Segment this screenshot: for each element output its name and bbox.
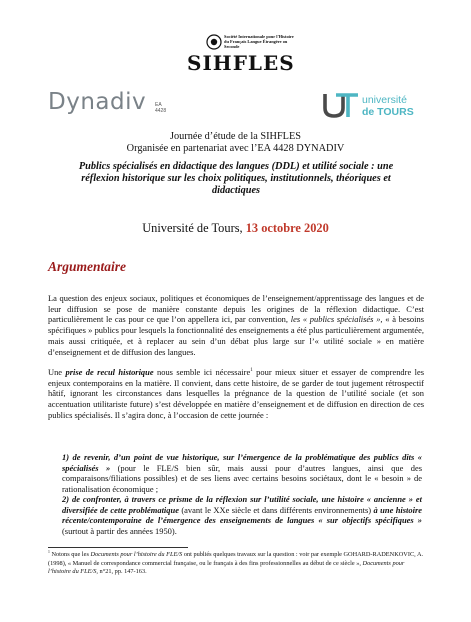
universite-tours-emblem-icon (322, 91, 360, 119)
dynadiv-wordmark: Dynadiv (48, 89, 147, 115)
universite-tours-logo (322, 91, 432, 119)
footnote-text-c: , n°21, pp. 147-163. (96, 568, 147, 576)
p1-emphasis: les « publics spécialisés » (290, 314, 381, 325)
sihfles-logo (180, 34, 305, 78)
item2-bold: 2) de confronter, à travers ce prisme de la réflexion sur l’utilité sociale, une histoire « ancienne » et diversifiée de cette problématique (62, 494, 422, 515)
event-place-date (0, 221, 471, 236)
event-title: Journée d’étude de la SIHFLES (170, 131, 301, 142)
p2-emphasis: prise de recul historique (65, 367, 154, 377)
dynadiv-ea-tag: EA 4428 (155, 102, 167, 114)
item2-bold-2: à une histoire récente/contemporaine de l’émergence des enseignements de langues « sur objectifs spécifiques » (62, 504, 422, 526)
p1-text-a: La question des enjeux sociaux, politiques et économiques de l’enseignement/apprentissage des langues et de leur diffusion se pose de manière constante depuis les origines de la réflexion didactique. C’est particulièrement le cas pour ce que l’on appellera ici, par convention, (48, 293, 424, 325)
event-subject: Publics spécialisés en didactique des langues (DDL) et utilité sociale : une réflexion historique sur les choix politiques, institutionnels, théoriques et didactiques (78, 161, 394, 196)
tours-logo-line2: de TOURS (362, 106, 414, 118)
footnote-number: 1 (48, 549, 50, 554)
paragraph-2 (48, 367, 424, 421)
event-date: 13 octobre 2020 (245, 221, 329, 235)
event-place: Université de Tours, (142, 221, 243, 235)
sihfles-wordmark: SIHFLES (187, 51, 295, 75)
footnote-text-a: Notons que les (49, 551, 91, 558)
item2-mid: (avant le XXe siècle et dans différents environnements) (178, 504, 374, 515)
footnote-divider (48, 547, 188, 548)
footnote-reference[interactable]: 1 (250, 367, 253, 374)
section-heading: Argumentaire (48, 259, 127, 274)
p2-text-a: Une (48, 367, 66, 377)
tours-logo-line1: université (362, 94, 407, 106)
p1-text-b: , « à besoins spécifiques » publics pour lesquels la fonctionnalité des enseignements a été plus particulièrement argumentée, mais aussi critiquée, et à replacer au sein d’un débat plus large sur l’« utilité sociale » en matière d’enseignement et de diffusion des langues. (48, 314, 424, 357)
paragraph-1 (48, 293, 424, 357)
footnote-title-1: Documents pour l’histoire du FLE/S (90, 551, 183, 558)
item1-rest: (pour le FLE/S bien sûr, mais aussi pour d’autres langues, ainsi que des comparaisons/filiations possibles) et de ses liens avec certains besoins sociétaux, dont le « besoin » de rationalisation économique ; (62, 462, 422, 495)
p2-text-b: nous semble ici nécessaire (153, 367, 251, 377)
item2-end: (surtout à partir des années 1950). (62, 526, 177, 537)
list-item-2 (62, 494, 422, 537)
list-item-1 (62, 452, 422, 495)
sihfles-full-name: Société Internationale pour l'Histoire du Français Langue Étrangère ou Seconde (224, 34, 294, 49)
footnote-text-b: ont publiés quelques travaux sur la question : voir par exemple GOHARD-RADENKOVIC, A. (1998), « Manuel de correspondance commercial française, ou le français à des fins professionnelles au début de ce siècle », (48, 551, 424, 567)
footnote-title-2: Documents pour l’histoire du FLE/S (48, 559, 405, 576)
event-organizer: Organisée en partenariat avec l’EA 4428 DYNADIV (126, 143, 345, 154)
sihfles-emblem-icon (206, 34, 222, 50)
item1-bold: 1) de revenir, d’un point de vue historique, sur l’émergence de la problématique des publics dits « spécialisés » (62, 452, 422, 473)
dynadiv-logo (48, 89, 173, 119)
footnote (48, 551, 428, 577)
p2-text-c: pour mieux situer et essayer de comprendre les enjeux contemporains en la matière. Il convient, dans cette histoire, de se garder de tout jugement rétrospectif hâtif, ignorant les circonstances dans lesquelles la prégnance de la question de l’utilité sociale (et son accentuation utilitariste future) s’est développée en matière d’enseignement et de diffusion en direction de ces publics spécialisés. Il s’agira donc, à l’occasion de cette journée : (48, 367, 424, 420)
